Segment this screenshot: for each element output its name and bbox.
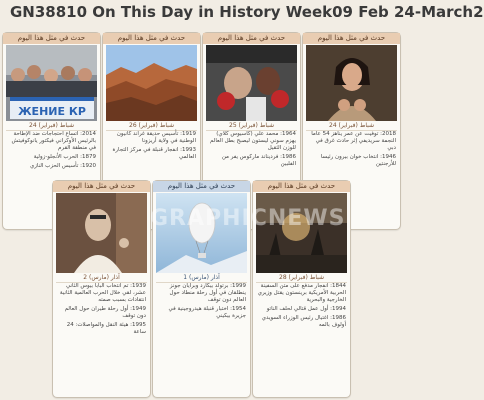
event-text: 1954: اختبار قنبلة هيدروجينية في جزيرة بيكيني xyxy=(168,306,246,319)
canyon-image xyxy=(106,45,197,121)
card-date: 1 آذار (مارس) xyxy=(156,274,247,283)
card-header: حدث في مثل هذا اليوم xyxy=(103,33,200,44)
event-text: 1993: انفجار قنبلة في مركز التجارة العالمي xyxy=(112,147,196,160)
event-text: 1844: انفجار مدفع على متن السفينة الحربية الأمريكية برينستون يقتل وزيري الخارجية والبحرية xyxy=(257,283,346,303)
page-title: GN38810 On This Day in History Week09 Feb 24-March2 xyxy=(10,3,484,21)
card-photo xyxy=(306,45,397,121)
event-text: 1986: اغتيال رئيس الوزراء السويدي أولوف بالمه xyxy=(261,315,346,328)
svg-text:ЖЕНИЕ КР: ЖЕНИЕ КР xyxy=(18,105,86,118)
explosion-image xyxy=(256,193,347,273)
event-text: 2014: اتساع احتجاجات ضد الإطاحة بالرئيس الأوكراني فيكتور يانوكوفيتش في منطقة القرم xyxy=(11,131,96,151)
card-header: حدث في مثل هذا اليوم xyxy=(253,181,350,192)
card-events xyxy=(57,283,146,395)
card-header: حدث في مثل هذا اليوم xyxy=(203,33,300,44)
watermark: GRAPHICNEWS xyxy=(150,206,346,231)
event-text: 1949: أول رحلة طيران حول العالم دون توقف xyxy=(64,306,146,319)
card-date: 24 شباط (فبراير) xyxy=(306,122,397,131)
event-text: 1920: تأسيس الحزب النازي xyxy=(29,163,96,169)
pope-image xyxy=(56,193,147,273)
event-text: 1986: فرديناند ماركوس يفر من الفلبين xyxy=(221,154,296,167)
event-text: 1946: انتخاب خوان بيرون رئيسا للأرجنتين xyxy=(320,154,396,167)
event-text: 1995: هيئة النقل والمواصلات: 24 ساعة xyxy=(66,322,146,335)
protest-image xyxy=(6,45,97,121)
event-text: 1939: تم انتخاب البابا بيوس الثاني عشر، لقي خلال الحرب العالمية الثانية انتقادات بسبب صمته xyxy=(59,283,146,303)
card-header: حدث في مثل هذا اليوم xyxy=(153,181,250,192)
portrait-image xyxy=(306,45,397,121)
card-date: 2 آذار (مارس) xyxy=(56,274,147,283)
card-photo xyxy=(106,45,197,121)
card-date: 25 شباط (فبراير) xyxy=(206,122,297,131)
event-text: 1879: الحرب الأنجلو-زولية xyxy=(33,154,96,160)
event-text: 1999: برتولد بيكارد وبرايان جونز ينطلقان في أول رحلة منطاد حول العالم دون توقف xyxy=(169,283,246,303)
card-events xyxy=(257,283,346,395)
card-header: حدث في مثل هذا اليوم xyxy=(53,181,150,192)
event-text: 2018: توفيت عن عمر يناهز 54 عاما النجمة سريديفي إثر حادث غرق في دبي xyxy=(311,131,396,151)
card-header: حدث في مثل هذا اليوم xyxy=(3,33,100,44)
balloon-image xyxy=(156,193,247,273)
event-text: 1964: محمد علي (كاسيوس كلاي) يهزم سوني ليستون ليصبح بطل العالم للوزن الثقيل xyxy=(210,131,296,151)
card-photo xyxy=(6,45,97,121)
card-photo xyxy=(156,193,247,273)
event-card[interactable] xyxy=(52,180,151,398)
card-photo xyxy=(256,193,347,273)
card-date: 24 شباط (فبراير) xyxy=(6,122,97,131)
card-events xyxy=(157,283,246,395)
card-header: حدث في مثل هذا اليوم xyxy=(303,33,400,44)
card-date: 26 شباط (فبراير) xyxy=(106,122,197,131)
boxing-image xyxy=(206,45,297,121)
event-text: 1994: أول عمل قتالي لحلف الناتو xyxy=(266,306,346,312)
event-text: 1919: تأسيس حديقة غراند كانيون الوطنية في ولاية أريزونا xyxy=(116,131,196,144)
card-date: 28 شباط (فبراير) xyxy=(256,274,347,283)
card-photo xyxy=(56,193,147,273)
card-photo xyxy=(206,45,297,121)
